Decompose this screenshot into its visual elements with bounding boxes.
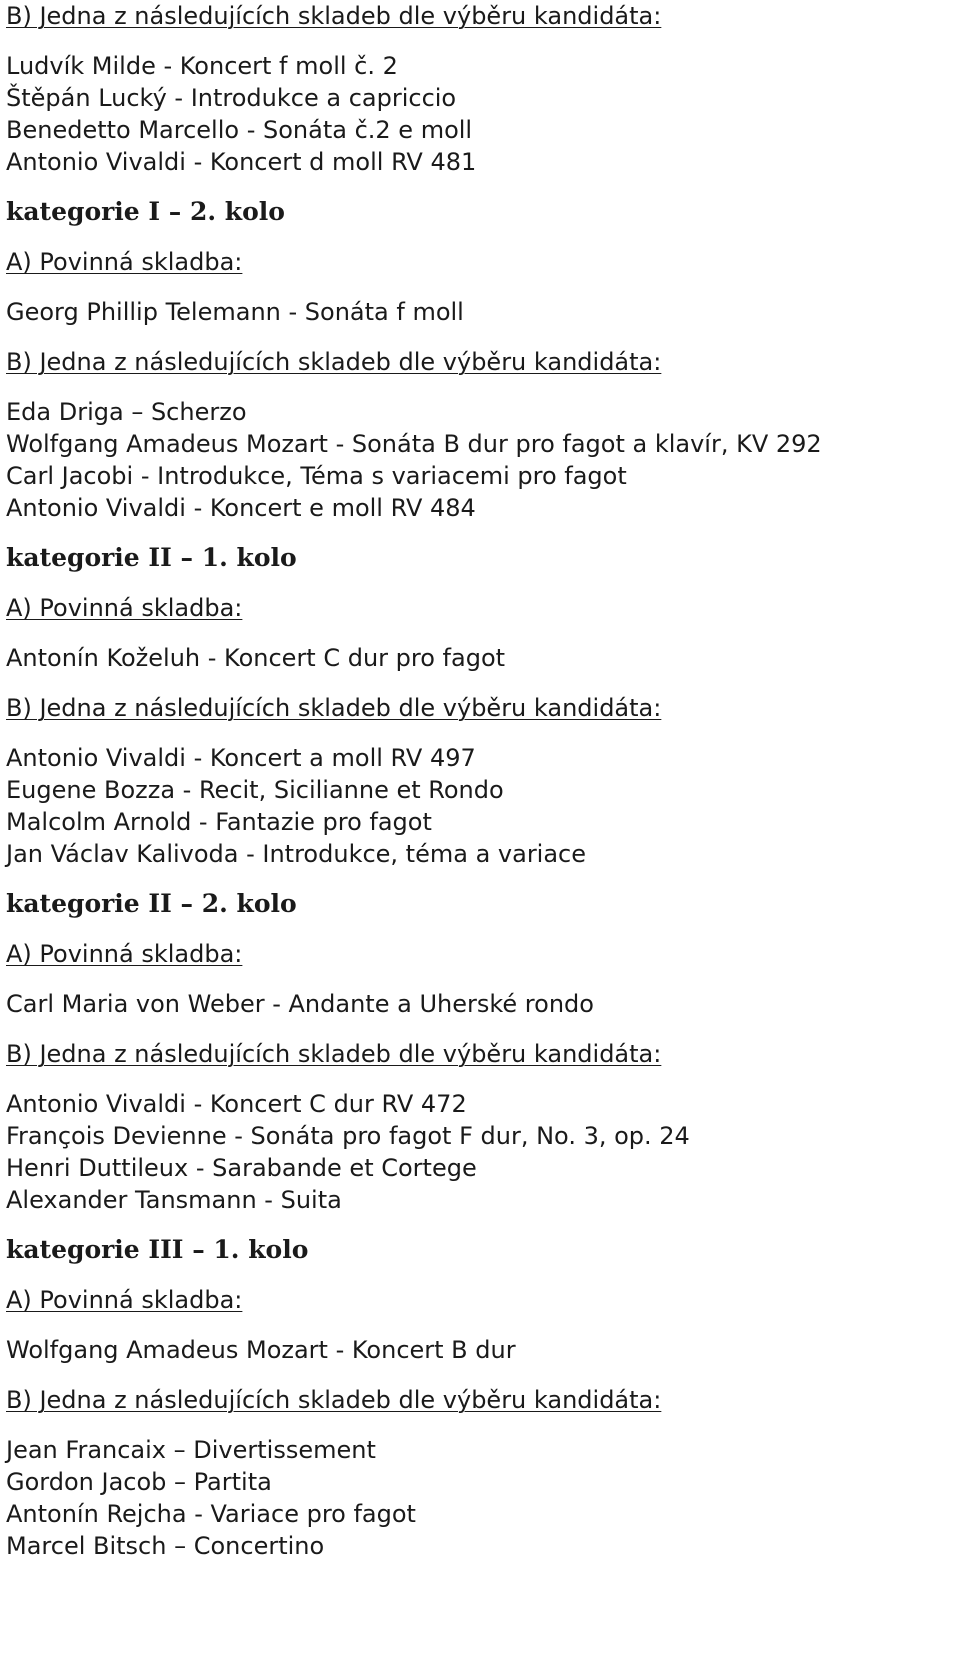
list-item: Wolfgang Amadeus Mozart - Sonáta B dur pro fagot a klavír, KV 292	[6, 430, 822, 458]
choice-list	[6, 1088, 956, 1216]
list-item: Jan Václav Kalivoda - Introdukce, téma a variace	[6, 840, 587, 868]
list-item: Štěpán Lucký - Introdukce a capriccio	[6, 84, 457, 112]
choice-label: B) Jedna z následujících skladeb dle výběru kandidáta:	[6, 694, 662, 722]
list-item: Benedetto Marcello - Sonáta č.2 e moll	[6, 116, 473, 144]
choice-list	[6, 50, 956, 178]
category-heading: kategorie I – 2. kolo	[6, 197, 285, 226]
document-page	[6, 0, 956, 1562]
mandatory-piece: Carl Maria von Weber - Andante a Uherské rondo	[6, 990, 594, 1018]
mandatory-label: A) Povinná skladba:	[6, 1286, 243, 1314]
list-item: Antonio Vivaldi - Koncert e moll RV 484	[6, 494, 476, 522]
list-item: Eugene Bozza - Recit, Sicilianne et Rondo	[6, 776, 504, 804]
choice-label: B) Jedna z následujících skladeb dle výběru kandidáta:	[6, 348, 662, 376]
list-item: Malcolm Arnold - Fantazie pro fagot	[6, 808, 432, 836]
list-item: Gordon Jacob – Partita	[6, 1468, 272, 1496]
category-heading: kategorie III – 1. kolo	[6, 1235, 309, 1264]
category-section	[6, 196, 956, 542]
choice-list	[6, 1434, 956, 1562]
mandatory-piece: Wolfgang Amadeus Mozart - Koncert B dur	[6, 1336, 516, 1364]
choice-list	[6, 742, 956, 870]
mandatory-label: A) Povinná skladba:	[6, 594, 243, 622]
list-item: Antonín Rejcha - Variace pro fagot	[6, 1500, 416, 1528]
list-item: Eda Driga – Scherzo	[6, 398, 247, 426]
list-item: Alexander Tansmann - Suita	[6, 1186, 342, 1214]
category-section	[6, 1234, 956, 1562]
choice-list	[6, 396, 956, 524]
list-item: Antonio Vivaldi - Koncert a moll RV 497	[6, 744, 476, 772]
list-item: Ludvík Milde - Koncert f moll č. 2	[6, 52, 398, 80]
list-item: Carl Jacobi - Introdukce, Téma s variacemi pro fagot	[6, 462, 627, 490]
choice-label: B) Jedna z následujících skladeb dle výběru kandidáta:	[6, 2, 662, 30]
list-item: François Devienne - Sonáta pro fagot F dur, No. 3, op. 24	[6, 1122, 690, 1150]
list-item: Henri Duttileux - Sarabande et Cortege	[6, 1154, 477, 1182]
category-heading: kategorie II – 1. kolo	[6, 543, 297, 572]
choice-label: B) Jedna z následujících skladeb dle výběru kandidáta:	[6, 1386, 662, 1414]
mandatory-label: A) Povinná skladba:	[6, 248, 243, 276]
list-item: Marcel Bitsch – Concertino	[6, 1532, 325, 1560]
list-item: Antonio Vivaldi - Koncert d moll RV 481	[6, 148, 477, 176]
choice-label: B) Jedna z následujících skladeb dle výběru kandidáta:	[6, 1040, 662, 1068]
mandatory-piece: Georg Phillip Telemann - Sonáta f moll	[6, 298, 464, 326]
mandatory-label: A) Povinná skladba:	[6, 940, 243, 968]
mandatory-piece: Antonín Koželuh - Koncert C dur pro fagot	[6, 644, 506, 672]
category-heading: kategorie II – 2. kolo	[6, 889, 297, 918]
list-item: Jean Francaix – Divertissement	[6, 1436, 376, 1464]
list-item: Antonio Vivaldi - Koncert C dur RV 472	[6, 1090, 467, 1118]
category-section	[6, 542, 956, 888]
category-section	[6, 888, 956, 1234]
